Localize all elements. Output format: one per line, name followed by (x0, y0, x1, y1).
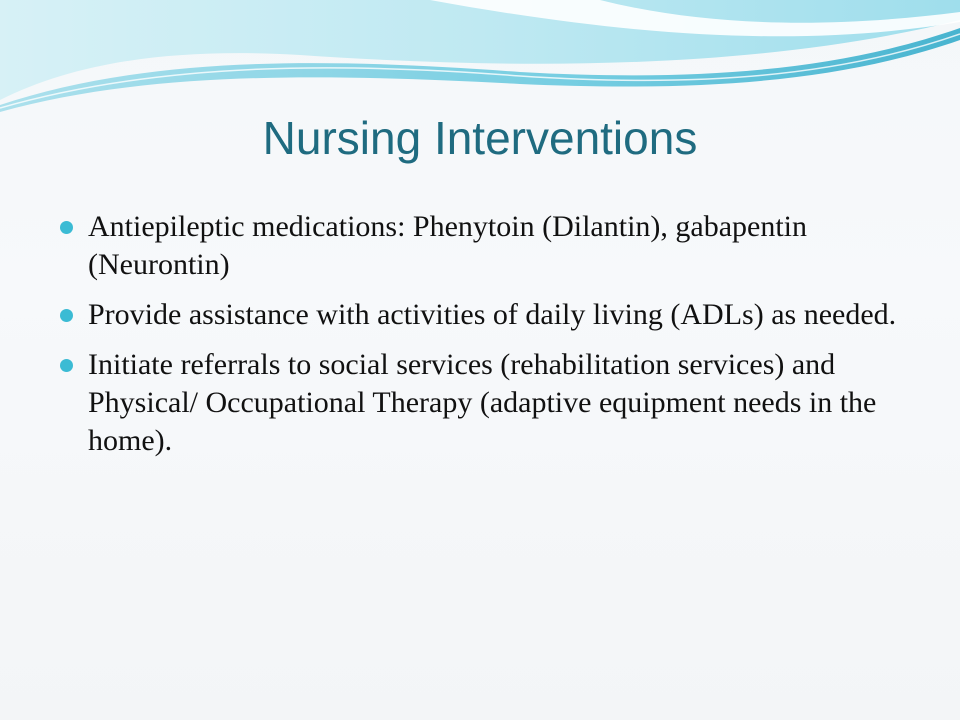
bullet-item (58, 296, 918, 334)
bullet-item (58, 346, 918, 460)
bullet-text: Provide assistance with activities of daily living (ADLs) as needed. (88, 298, 897, 331)
bullet-text: Antiepileptic medications: Phenytoin (Dilantin), gabapentin (Neurontin) (88, 210, 808, 281)
bullet-text: Initiate referrals to social services (rehabilitation services) and Physical/ Occupational Therapy (adaptive equipment needs in the home). (88, 348, 877, 457)
bullet-dot-icon (60, 221, 73, 234)
bullet-item (58, 208, 918, 284)
slide-title: Nursing Interventions (262, 112, 698, 164)
bullet-dot-icon (60, 309, 73, 322)
wave-header-decoration (0, 0, 960, 120)
bullet-dot-icon (60, 359, 73, 372)
bullet-list (58, 208, 918, 472)
